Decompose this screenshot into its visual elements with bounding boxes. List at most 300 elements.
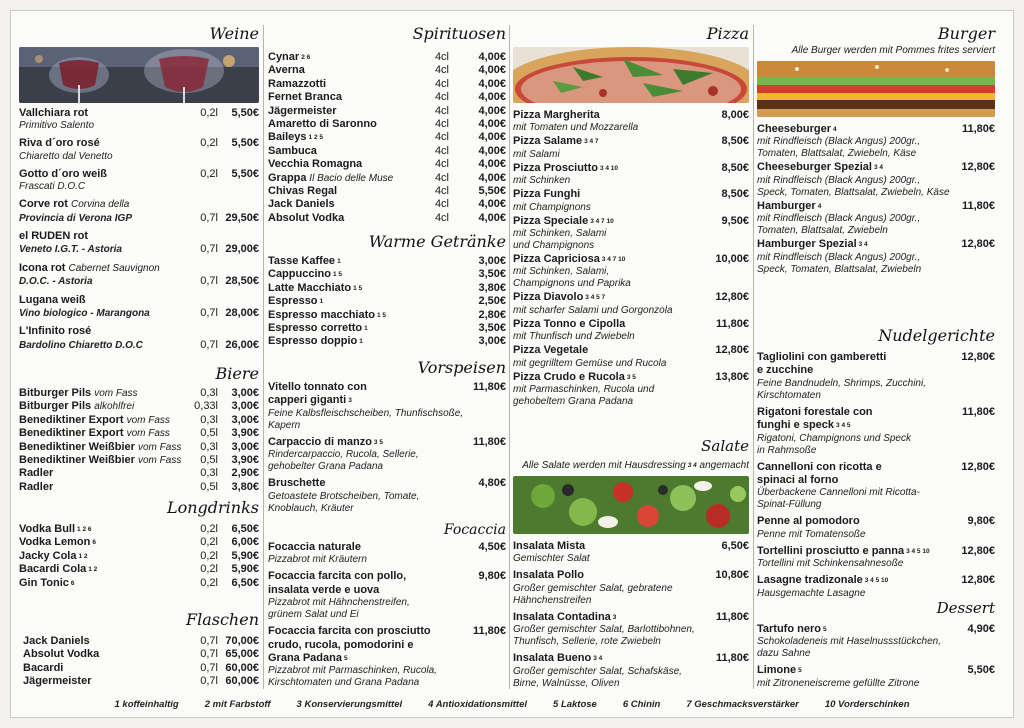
item-title-row bbox=[513, 344, 749, 357]
item-amount: 4cl bbox=[434, 91, 449, 104]
item-title-row bbox=[757, 574, 995, 587]
item-name: funghi e speck $^{3 4 5}$ bbox=[757, 419, 851, 432]
item-name: Vitello tonnato con bbox=[268, 381, 367, 393]
section-title: Salate bbox=[701, 437, 749, 455]
item-name: Focaccia farcita con prosciutto bbox=[268, 625, 431, 638]
item-desc: und Champignons bbox=[513, 240, 595, 252]
item-price: 11,80€ bbox=[715, 610, 749, 623]
list-item bbox=[19, 387, 259, 400]
allergen-codes: 1 bbox=[359, 338, 363, 346]
item-name: Bitburger Pils bbox=[19, 387, 92, 399]
item-title-row bbox=[513, 318, 749, 331]
item-price: 4,00€ bbox=[478, 144, 506, 157]
item-name: Fernet Branca bbox=[268, 91, 342, 104]
item-name: Absolut Vodka bbox=[268, 211, 345, 224]
item-title-row bbox=[513, 135, 749, 148]
item-title-row bbox=[757, 123, 995, 136]
item-name: Latte Macchiato bbox=[268, 281, 352, 294]
list-item bbox=[19, 230, 259, 257]
allergen-codes: 3 5 bbox=[626, 373, 636, 381]
item-amount: 4cl bbox=[434, 144, 449, 157]
section-salate bbox=[513, 437, 749, 690]
legend-item: 4 Antioxidationsmittel bbox=[428, 699, 528, 710]
item-title-row bbox=[268, 394, 506, 407]
item-title-row bbox=[757, 406, 995, 419]
item-desc: Speck, Tomaten, Blattsalat, Zwiebeln, Käse bbox=[757, 186, 950, 198]
item-desc: Hausgemachte Lasagne bbox=[757, 587, 866, 599]
burger-photo bbox=[757, 61, 995, 117]
item-price: 4,00€ bbox=[478, 64, 506, 77]
item-price: 2,50€ bbox=[478, 295, 506, 308]
item-desc: Frascati D.O.C bbox=[19, 181, 86, 193]
item-price: 12,80€ bbox=[961, 161, 995, 174]
list-item bbox=[19, 427, 259, 440]
list-item bbox=[757, 461, 995, 512]
item-name: Vecchia Romagna bbox=[268, 158, 363, 171]
item-price: 3,00€ bbox=[231, 413, 259, 426]
item-amount: 0,33l bbox=[194, 400, 218, 413]
list-item bbox=[19, 467, 259, 480]
item-desc: Getoastete Brotscheiben, Tomate, bbox=[268, 490, 420, 502]
item-title-row bbox=[757, 351, 995, 364]
item-amount: 0,7l bbox=[200, 275, 218, 288]
item-price: 8,00€ bbox=[721, 109, 749, 121]
item-desc: Überbackene Cannelloni mit Ricotta- bbox=[757, 487, 920, 499]
item-price: 4,00€ bbox=[478, 171, 506, 184]
item-price: 5,50€ bbox=[478, 185, 506, 198]
section-title: Warme Getränke bbox=[368, 232, 506, 251]
item-desc: Großer gemischter Salat, Schafskäse, bbox=[513, 665, 682, 677]
item-amount: 4cl bbox=[434, 64, 449, 77]
item-name: Espresso corretto bbox=[268, 322, 363, 335]
item-desc: Hähnchenstreifen bbox=[513, 594, 592, 606]
list-item bbox=[268, 172, 506, 185]
item-price: 3,00€ bbox=[478, 255, 506, 267]
item-price: 12,80€ bbox=[961, 351, 995, 363]
allergen-codes: 3 4 7 10 bbox=[601, 256, 626, 264]
item-price: 3,00€ bbox=[478, 335, 506, 348]
list-item bbox=[19, 107, 259, 132]
item-price: 3,00€ bbox=[231, 400, 259, 413]
item-name: Espresso bbox=[268, 295, 318, 308]
list-item bbox=[513, 188, 749, 213]
item-name-wrap bbox=[268, 212, 425, 225]
item-name: Riva d´oro rosé bbox=[19, 137, 100, 150]
item-desc: mit Zitroneneiscreme gefüllte Zitrone bbox=[757, 677, 920, 689]
column-divider bbox=[263, 25, 264, 689]
column-divider bbox=[753, 25, 754, 689]
list-item bbox=[513, 540, 749, 565]
item-name-wrap bbox=[268, 198, 425, 211]
item-price: 11,80€ bbox=[961, 123, 995, 135]
column-divider bbox=[509, 25, 510, 689]
item-price: 4,80€ bbox=[478, 477, 506, 490]
item-name: Insalata Contadina $^3$ bbox=[513, 610, 617, 623]
item-price: 13,80€ bbox=[715, 370, 749, 383]
item-name: Jägermeister bbox=[23, 675, 92, 688]
salad-list bbox=[513, 540, 749, 690]
item-amount: 0,3l bbox=[200, 387, 218, 399]
item-desc: Kirschtomaten bbox=[757, 389, 821, 401]
item-name: L'Infinito rosé bbox=[19, 325, 92, 338]
item-price: 12,80€ bbox=[715, 291, 749, 304]
section-title: Flaschen bbox=[185, 610, 259, 629]
item-name: Amaretto di Saronno bbox=[268, 118, 377, 131]
item-name: Pizza Funghi bbox=[513, 188, 581, 201]
pizza-photo bbox=[513, 47, 749, 103]
item-title-row bbox=[513, 569, 749, 582]
item-price: 8,50€ bbox=[721, 135, 749, 148]
item-name: Bruschette bbox=[268, 477, 326, 490]
item-desc: Knoblauch, Kräuter bbox=[268, 502, 354, 514]
item-name-wrap bbox=[268, 64, 425, 77]
item-desc: Pizzabrot mit Parmaschinken, Rucola, bbox=[268, 665, 437, 677]
allergen-codes: 5 bbox=[822, 626, 827, 633]
item-price: 4,50€ bbox=[478, 541, 506, 553]
item-title-row bbox=[268, 541, 506, 554]
item-amount: 0,5l bbox=[200, 427, 218, 440]
list-item bbox=[19, 294, 259, 321]
item-name-wrap bbox=[268, 282, 454, 295]
item-price: 3,80€ bbox=[231, 480, 259, 493]
warm-drinks-list bbox=[268, 255, 506, 349]
list-item bbox=[268, 381, 506, 432]
item-name: Gotto d´oro weiß bbox=[19, 167, 107, 180]
item-price: 26,00€ bbox=[225, 338, 259, 351]
list-item bbox=[513, 569, 749, 606]
item-price: 11,80€ bbox=[961, 405, 995, 418]
legend-item: 2 mit Farbstoff bbox=[204, 699, 271, 710]
item-amount: 4cl bbox=[434, 77, 449, 90]
item-name: Vallchiara rot bbox=[19, 107, 89, 119]
item-name: Benediktiner Export bbox=[19, 413, 124, 426]
item-desc: mit gegrilltem Gemüse und Rucola bbox=[513, 357, 667, 369]
item-desc: Rindercarpaccio, Rucola, Sellerie, bbox=[268, 449, 419, 461]
list-item bbox=[268, 322, 506, 335]
legend-item: 5 Laktose bbox=[553, 699, 597, 710]
item-price: 9,80€ bbox=[967, 515, 995, 528]
item-amount: 0,7l bbox=[200, 648, 218, 661]
item-name-wrap bbox=[268, 335, 454, 348]
item-name-wrap bbox=[268, 185, 425, 198]
item-name: Insalata Mista bbox=[513, 540, 586, 552]
list-item bbox=[268, 198, 506, 211]
item-desc: mit Schinken bbox=[513, 175, 571, 187]
allergen-codes: 3 bbox=[612, 613, 617, 621]
list-item bbox=[268, 335, 506, 348]
item-name: capperi giganti $^3$ bbox=[268, 394, 352, 407]
burger-list bbox=[757, 123, 995, 276]
item-price: 4,00€ bbox=[478, 51, 506, 63]
item-title-row bbox=[268, 381, 506, 394]
item-price: 5,50€ bbox=[231, 137, 259, 150]
section-title: Burger bbox=[937, 24, 995, 43]
item-amount: 0,5l bbox=[200, 454, 218, 467]
legend-item: 3 Konservierungsmittel bbox=[296, 699, 403, 710]
item-name: Absolut Vodka bbox=[23, 648, 100, 661]
item-name: Pizza Diavolo $^{3 4 5 7}$ bbox=[513, 291, 606, 304]
item-amount: 0,7l bbox=[200, 211, 218, 224]
item-name: Vodka Lemon bbox=[19, 536, 91, 549]
list-item bbox=[757, 664, 995, 689]
item-name: Pizza Tonno e Cipolla bbox=[513, 317, 626, 330]
item-name: spinaci al forno bbox=[757, 474, 839, 487]
item-desc: Champignons und Paprika bbox=[513, 278, 631, 290]
item-name: Cheeseburger Spezial $^{3 4}$ bbox=[757, 161, 883, 174]
section-pizza bbox=[513, 25, 749, 408]
list-item bbox=[268, 118, 506, 131]
item-name-wrap bbox=[268, 78, 425, 91]
item-name: Gin Tonic bbox=[19, 576, 69, 589]
section-title: Pizza bbox=[706, 24, 749, 43]
item-title-row bbox=[513, 291, 749, 304]
legend-item: 10 Vorderschinken bbox=[824, 699, 910, 710]
item-title-row bbox=[757, 161, 995, 174]
starters-list bbox=[268, 381, 506, 515]
item-name: Bacardi bbox=[23, 661, 64, 674]
item-desc: Pizzabrot mit Kräutern bbox=[268, 554, 367, 566]
item-price: 4,00€ bbox=[478, 198, 506, 211]
item-price: 5,90€ bbox=[231, 563, 259, 576]
item-name: Ramazzotti bbox=[268, 77, 327, 90]
pasta-list bbox=[757, 351, 995, 600]
item-sub: Il Bacio delle Muse bbox=[306, 172, 394, 184]
item-title-row bbox=[268, 639, 506, 652]
item-name-wrap bbox=[268, 145, 425, 158]
section-title: Spirituosen bbox=[412, 24, 506, 43]
list-item bbox=[268, 64, 506, 77]
allergen-codes: 1 5 bbox=[377, 311, 387, 319]
item-name: Pizza Vegetale bbox=[513, 344, 589, 357]
list-item bbox=[19, 325, 259, 352]
item-price: 3,50€ bbox=[478, 322, 506, 335]
list-item bbox=[19, 577, 259, 590]
item-amount: 0,2l bbox=[200, 549, 218, 562]
item-title-row bbox=[513, 611, 749, 624]
item-price: 12,80€ bbox=[715, 344, 749, 357]
allergen-codes: 3 4 7 10 bbox=[590, 217, 614, 225]
item-name: Corve rot bbox=[19, 198, 68, 211]
list-item bbox=[19, 262, 259, 289]
item-name: Tartufo nero $^5$ bbox=[757, 623, 827, 635]
item-name: Radler bbox=[19, 480, 54, 493]
allergen-codes: 3 4 10 bbox=[599, 164, 619, 172]
section-spirituosen bbox=[268, 25, 506, 225]
item-name: Pizza Speciale $^{3 4 7 10}$ bbox=[513, 214, 614, 227]
item-price: 3,90€ bbox=[231, 454, 259, 467]
allergen-codes: 3 4 bbox=[858, 241, 868, 249]
item-desc: in Rahmsoße bbox=[757, 444, 817, 456]
item-desc: grünem Salat und Ei bbox=[268, 609, 359, 621]
item-title-row bbox=[513, 652, 749, 665]
legend-item: 1 koffeinhaltig bbox=[114, 699, 179, 710]
item-name: Icona rot bbox=[19, 261, 66, 274]
item-name: Lasagne tradizonale $^{3 4 5 10}$ bbox=[757, 574, 889, 587]
item-name: Jack Daniels bbox=[23, 635, 90, 647]
item-title-row bbox=[513, 215, 749, 228]
item-price: 11,80€ bbox=[472, 435, 506, 448]
item-price: 3,50€ bbox=[478, 268, 506, 281]
section-biere bbox=[19, 365, 259, 494]
item-title-row bbox=[268, 652, 506, 665]
item-amount: 0,2l bbox=[200, 107, 218, 119]
section-nudelgerichte bbox=[757, 327, 995, 600]
item-price: 9,50€ bbox=[721, 214, 749, 227]
item-desc: Bardolino Chiaretto D.O.C bbox=[19, 339, 143, 351]
item-name: Espresso doppio bbox=[268, 335, 358, 348]
list-item bbox=[513, 253, 749, 290]
section-vorspeisen bbox=[268, 359, 506, 515]
list-item bbox=[268, 91, 506, 104]
item-price: 29,50€ bbox=[225, 211, 259, 224]
item-price: 9,80€ bbox=[478, 570, 506, 583]
list-item bbox=[513, 371, 749, 408]
item-price: 70,00€ bbox=[225, 635, 259, 647]
item-desc: Spinat-Füllung bbox=[757, 499, 822, 511]
item-title-row bbox=[757, 545, 995, 558]
item-price: 12,80€ bbox=[961, 544, 995, 557]
item-amount: 4cl bbox=[434, 185, 449, 198]
item-price: 12,80€ bbox=[961, 574, 995, 587]
item-price: 3,80€ bbox=[478, 281, 506, 294]
item-name: Pizza Salame $^{3 4 7}$ bbox=[513, 135, 599, 148]
item-name: Jacky Cola bbox=[19, 549, 77, 562]
allergen-codes: 3 4 5 10 bbox=[906, 547, 930, 555]
item-desc: Chiaretto dal Venetto bbox=[19, 150, 113, 162]
item-price: 12,80€ bbox=[961, 460, 995, 473]
item-name: Tagliolini con gamberetti bbox=[757, 351, 887, 363]
item-desc: Thunfisch, Sellerie, rote Zwiebeln bbox=[513, 636, 661, 648]
section-title: Biere bbox=[215, 364, 259, 383]
item-title-row bbox=[757, 419, 995, 432]
item-desc: Primitivo Salento bbox=[19, 120, 95, 132]
item-amount: 0,3l bbox=[200, 467, 218, 480]
item-sub: Cabernet Sauvignon bbox=[68, 262, 160, 274]
list-item bbox=[268, 477, 506, 514]
item-amount: 0,2l bbox=[200, 167, 218, 180]
section-note bbox=[513, 460, 749, 472]
item-amount: 0,5l bbox=[200, 480, 218, 493]
item-title-row bbox=[757, 461, 995, 474]
item-amount: 0,7l bbox=[200, 243, 218, 256]
item-sub: vom Fass bbox=[138, 455, 182, 467]
list-item bbox=[268, 131, 506, 144]
item-price: 11,80€ bbox=[472, 381, 506, 393]
item-name: Vodka Bull bbox=[19, 523, 76, 535]
item-desc: dazu Sahne bbox=[757, 648, 811, 660]
section-longdrinks bbox=[19, 499, 259, 590]
item-name: Benediktiner Weißbier bbox=[19, 440, 135, 453]
item-sub: alkohlfrei bbox=[94, 401, 135, 413]
item-name-wrap bbox=[268, 105, 425, 118]
item-amount: 4cl bbox=[434, 131, 449, 144]
item-price: 10,00€ bbox=[715, 253, 749, 266]
list-item bbox=[513, 318, 749, 343]
list-item bbox=[19, 137, 259, 162]
item-amount: 4cl bbox=[434, 198, 449, 211]
item-name: Espresso macchiato bbox=[268, 308, 375, 321]
item-name: Pizza Prosciutto $^{3 4 10}$ bbox=[513, 161, 619, 174]
item-desc: mit Rindfleisch (Black Angus) 200gr., bbox=[757, 251, 921, 263]
item-desc: mit Rindfleisch (Black Angus) 200gr., bbox=[757, 136, 921, 148]
allergen-codes: 1 5 bbox=[332, 271, 342, 279]
section-title: Longdrinks bbox=[166, 498, 259, 517]
item-name: Bitburger Pils bbox=[19, 400, 92, 413]
list-item bbox=[268, 309, 506, 322]
list-item bbox=[757, 515, 995, 540]
item-name: Penne al pomodoro bbox=[757, 515, 860, 528]
item-price: 11,80€ bbox=[472, 625, 506, 638]
list-item bbox=[268, 625, 506, 689]
allergen-codes: 5 bbox=[798, 667, 802, 675]
item-title-row bbox=[757, 238, 995, 251]
item-price: 6,50€ bbox=[231, 523, 259, 535]
item-title-row bbox=[757, 474, 995, 487]
allergen-legend bbox=[11, 699, 1013, 710]
list-item bbox=[268, 570, 506, 621]
allergen-codes: 3 4 7 bbox=[584, 138, 599, 146]
list-item bbox=[19, 454, 259, 467]
list-item bbox=[268, 255, 506, 268]
item-desc: mit Salami bbox=[513, 148, 560, 160]
item-desc: Tomaten, Blattsalat, Zwiebeln bbox=[757, 225, 888, 237]
item-amount: 4cl bbox=[434, 158, 449, 171]
section-title: Nudelgerichte bbox=[878, 326, 995, 345]
list-item bbox=[19, 536, 259, 549]
item-name: Rigatoni forestale con bbox=[757, 405, 873, 418]
section-warme-getraenke bbox=[268, 233, 506, 349]
item-name-wrap bbox=[268, 295, 454, 308]
section-focaccia bbox=[268, 521, 506, 689]
list-item bbox=[268, 212, 506, 225]
item-desc: Feine Kalbsfleischscheiben, Thunfischsoße, bbox=[268, 407, 464, 419]
item-amount: 4cl bbox=[434, 51, 449, 63]
item-desc: gehobelter Grana Padana bbox=[268, 461, 384, 473]
allergen-codes: 4 bbox=[832, 126, 837, 133]
item-name: Cynar bbox=[268, 51, 300, 63]
list-item bbox=[757, 161, 995, 198]
allergen-codes: 1 5 bbox=[353, 284, 363, 292]
item-name-wrap bbox=[268, 51, 425, 64]
list-item bbox=[268, 282, 506, 295]
list-item bbox=[23, 675, 259, 688]
allergen-codes: 3 4 bbox=[687, 462, 697, 469]
item-price: 5,90€ bbox=[231, 549, 259, 562]
item-price: 4,00€ bbox=[478, 118, 506, 131]
list-item bbox=[513, 291, 749, 316]
item-amount: 4cl bbox=[434, 104, 449, 117]
item-title-row bbox=[513, 109, 749, 122]
item-price: 6,50€ bbox=[231, 576, 259, 589]
item-name: Jägermeister bbox=[268, 104, 337, 117]
item-desc: Penne mit Tomatensoße bbox=[757, 528, 866, 540]
item-desc: D.O.C. - Astoria bbox=[19, 276, 93, 288]
item-desc: mit scharfer Salami und Gorgonzola bbox=[513, 304, 673, 316]
allergen-codes: 3 4 5 7 bbox=[585, 294, 606, 302]
item-amount: 0,2l bbox=[200, 523, 218, 535]
list-item bbox=[19, 441, 259, 454]
item-price: 60,00€ bbox=[225, 675, 259, 688]
allergen-codes: 3 4 5 bbox=[836, 422, 851, 430]
item-name: Grana Padana $^5$ bbox=[268, 652, 348, 665]
item-price: 5,50€ bbox=[231, 167, 259, 180]
item-desc: Feine Bandnudeln, Shrimps, Zucchini, bbox=[757, 377, 926, 389]
allergen-codes: 1 bbox=[364, 325, 368, 333]
section-title: Focaccia bbox=[443, 522, 506, 538]
wine-list bbox=[19, 107, 259, 352]
allergen-codes: 3 bbox=[348, 397, 352, 405]
item-price: 28,00€ bbox=[225, 307, 259, 320]
